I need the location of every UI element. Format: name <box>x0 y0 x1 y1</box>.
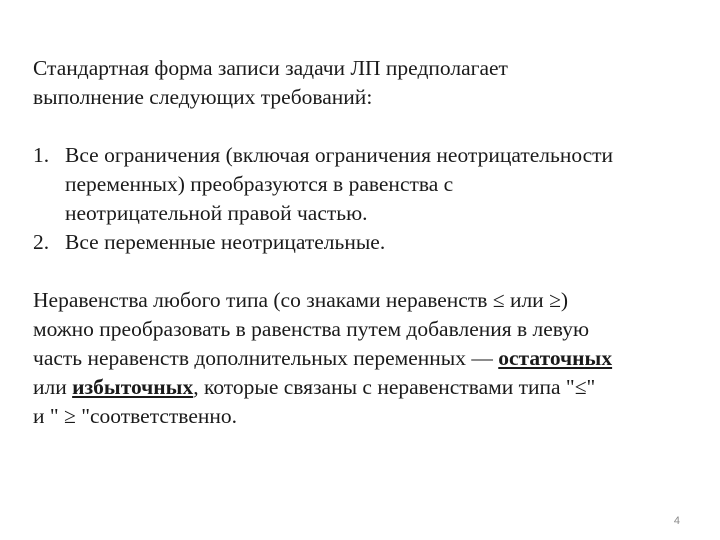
requirements-list <box>33 141 698 257</box>
requirement-line: переменных) преобразуются в равенства с <box>65 172 454 196</box>
page-number: 4 <box>673 515 680 527</box>
requirement-number: 1. <box>33 143 50 167</box>
paragraph-line-1: Неравенства любого типа (со знаками неравенств ≤ или ≥) <box>33 288 569 312</box>
requirement-line: Все ограничения (включая ограничения неотрицательности <box>65 143 614 167</box>
paragraph-line-5: и " ≥ "соответственно. <box>33 404 238 428</box>
requirement-line: неотрицательной правой частью. <box>65 201 368 225</box>
paragraph-line-4-suffix: , которые связаны с неравенствами типа "≤" <box>193 375 596 399</box>
term-slack-variables: остаточных <box>498 346 613 370</box>
intro-line-1: Стандартная форма записи задачи ЛП предполагает <box>33 56 508 80</box>
paragraph-line-4-prefix: или <box>33 375 73 399</box>
paragraph-line-3: часть неравенств дополнительных переменных — <box>33 346 499 370</box>
intro-text <box>33 54 693 112</box>
term-surplus-variables: избыточных <box>72 375 194 399</box>
requirement-line: Все переменные неотрицательные. <box>65 230 386 254</box>
requirement-item-2 <box>33 228 698 257</box>
requirement-item-1 <box>33 141 698 228</box>
intro-line-2: выполнение следующих требований: <box>33 85 373 109</box>
paragraph-line-2: можно преобразовать в равенства путем добавления в левую <box>33 317 590 341</box>
requirement-number: 2. <box>33 230 50 254</box>
explanation-paragraph <box>33 286 698 431</box>
